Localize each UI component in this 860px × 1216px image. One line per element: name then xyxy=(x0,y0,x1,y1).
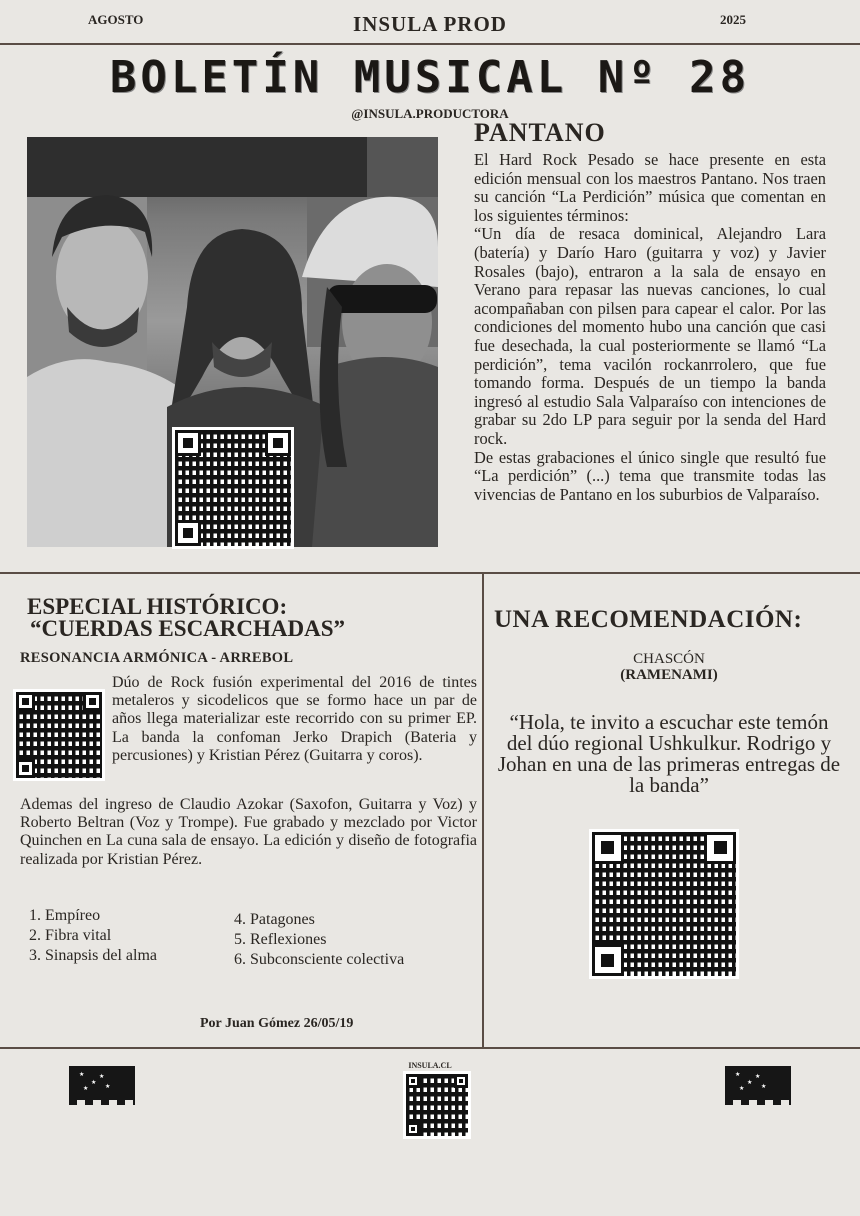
tracklist-left xyxy=(29,906,157,966)
historic-paragraph-2: Ademas del ingreso de Claudio Azokar (Saxofon, Guitarra y Voz) y Roberto Beltran (Voz y Trompe). Fue grabado y mezclado por Victor Quinchen en La cuna sala de ensayo. La edición y diseño de fotografia realizada por Kristian Pérez. xyxy=(20,796,477,868)
historic-qr-code[interactable] xyxy=(13,689,105,781)
pantano-paragraph-3: De estas grabaciones el único single que resultó fue “La perdición” (...) tema que transmite todas las vivencias de Pantano en los suburbios de Valparaíso. xyxy=(474,447,826,504)
issue-month: AGOSTO xyxy=(88,12,144,27)
historic-heading-line-1: ESPECIAL HISTÓRICO: xyxy=(27,594,288,619)
recommendation-album: (RAMENAMI) xyxy=(620,667,718,683)
footer-divider xyxy=(0,1047,860,1049)
track-item: 3. Sinapsis del alma xyxy=(29,947,157,964)
recommendation-heading: UNA RECOMENDACIÓN: xyxy=(494,606,803,633)
track-item: 2. Fibra vital xyxy=(29,927,112,944)
track-item: 5. Reflexiones xyxy=(234,931,327,948)
footer-site: INSULA.CL xyxy=(408,1061,452,1070)
header-divider xyxy=(0,43,860,45)
tracklist-right xyxy=(234,910,404,970)
website-qr-code[interactable] xyxy=(403,1071,471,1139)
brand-name: INSULA PROD xyxy=(353,12,507,36)
track-item: 1. Empíreo xyxy=(29,907,101,924)
pantano-qr-code[interactable] xyxy=(172,427,294,549)
social-handle: @INSULA.PRODUCTORA xyxy=(351,106,509,121)
starry-flag-icon: ★ ★ ★ ★ ★ xyxy=(725,1066,791,1100)
track-item: 4. Patagones xyxy=(234,911,315,928)
historic-heading-line-2: “CUERDAS ESCARCHADAS” xyxy=(30,616,346,641)
pantano-heading: PANTANO xyxy=(474,118,606,147)
historic-paragraph-1: Dúo de Rock fusión experimental del 2016 de tintes metaleros y sicodelicos que se formo hace un par de años llega materializar este recorrido con su primer EP. La banda la confoman Jerko Drapich (Bateria y percusiones) y Kristian Pérez (Guitarra y coros). xyxy=(112,674,477,764)
issue-year: 2025 xyxy=(720,12,746,27)
newsletter-title: BOLETÍN MUSICAL Nº 28 xyxy=(109,52,751,103)
recommendation-song: CHASCÓN xyxy=(633,651,705,667)
middle-divider xyxy=(0,572,860,574)
track-item: 6. Subconsciente colectiva xyxy=(234,951,405,968)
pantano-article xyxy=(474,151,826,504)
starry-flag-icon: ★ ★ ★ ★ ★ xyxy=(69,1066,135,1100)
pantano-paragraph-2: “Un día de resaca dominical, Alejandro Lara (batería) y Darío Haro (guitarra y voz) y Javier Rosales (bajo), entraron a la sala de ensayo en Verano para repasar las nuevas canciones, lo cual acompañaban con pilsen para capear el calor. Por las condiciones del momento hubo una canción que casi fue desechada, la cual posteriormente se llamó “La perdición”, tema vacilón rockanrrolero, que fue tomando forma. Después de un tiempo la banda ingresó al estudio Sala Valparaíso con intenciones de grabar su 2do LP para seguir por la senda del Hard rock. xyxy=(474,224,826,448)
column-divider xyxy=(482,573,484,1048)
historic-subheading: RESONANCIA ARMÓNICA - ARREBOL xyxy=(20,650,294,666)
recommendation-quote: “Hola, te invito a escuchar este temón del dúo regional Ushkulkur. Rodrigo y Johan en una de las primeras entregas de la banda” xyxy=(497,710,841,797)
historic-heading xyxy=(27,596,345,640)
recommendation-qr-code[interactable] xyxy=(589,829,739,979)
pantano-paragraph-1: El Hard Rock Pesado se hace presente en esta edición mensual con los maestros Pantano. Nos traen su canción “La Perdición” música que comentan en los siguientes términos: xyxy=(474,150,826,225)
byline: Por Juan Gómez 26/05/19 xyxy=(200,1016,354,1031)
